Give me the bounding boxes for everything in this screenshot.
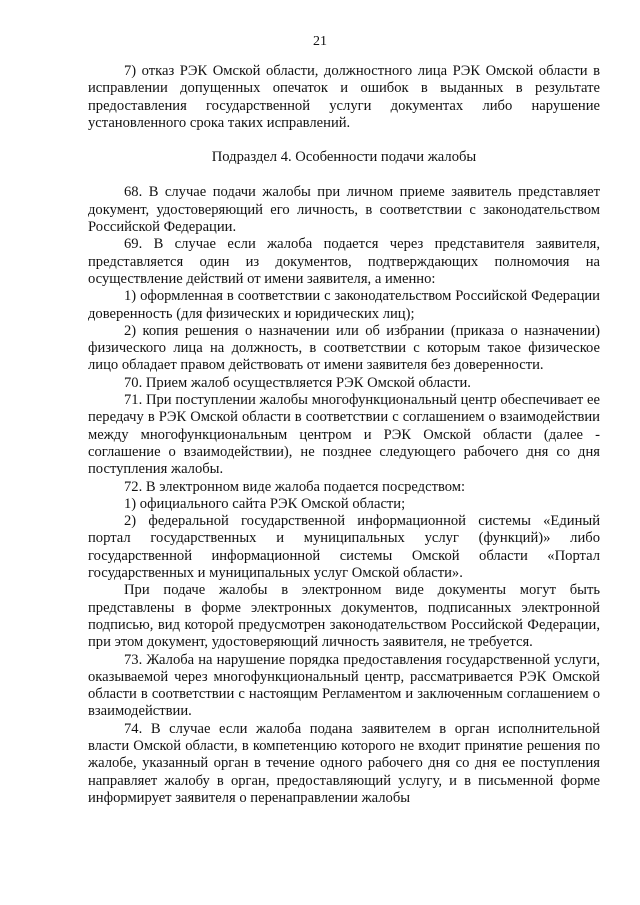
paragraph-74: 74. В случае если жалоба подана заявителем в орган исполнительной власти Омской области, в компетенцию которого не входит принятие решения по жалобе, указанный орган в течение одного рабочего дня со дня ее поступления направляет жалобу в орган, предоставляющий услугу, и в письменной форме информирует заявителя о перенаправлении жалобы <box>88 720 600 806</box>
paragraph-72: 72. В электронном виде жалоба подается посредством: <box>124 478 466 495</box>
paragraph-71: 71. При поступлении жалобы многофункциональный центр обеспечивает ее передачу в РЭК Омской области в соответствии с соглашением о взаимодействии между многофункциональным центром и РЭК Омской области (далее - соглашение о взаимодействии), не позднее следующего рабочего дня со дня поступления жалобы. <box>88 392 600 478</box>
paragraph-70: 70. Прием жалоб осуществляется РЭК Омской области. <box>124 374 471 391</box>
document-body <box>88 63 600 807</box>
paragraph-73: 73. Жалоба на нарушение порядка предоставления государственной услуги, оказываемой через многофункциональный центр, рассматривается РЭК Омской области в соответствии с настоящим Регламентом и заключенным соглашением о взаимодействии. <box>88 651 600 720</box>
paragraph-72-item-2: 2) федеральной государственной информационной системы «Единый портал государственных и муниципальных услуг (функций)» либо государственной информационной системы Омской области «Портал государственных и муниципальных услуг Омской области». <box>88 513 600 582</box>
paragraph-69-item-1: 1) оформленная в соответствии с законодательством Российской Федерации доверенность (для физических и юридических лиц); <box>88 288 600 322</box>
paragraph-72-item-1: 1) официального сайта РЭК Омской области; <box>124 495 406 512</box>
paragraph-68: 68. В случае подачи жалобы при личном приеме заявитель представляет документ, удостоверяющий его личность, в соответствии с законодательством Российской Федерации. <box>88 184 600 236</box>
subsection-title: Подраздел 4. Особенности подачи жалобы <box>211 149 477 166</box>
paragraph-69: 69. В случае если жалоба подается через представителя заявителя, представляется один из документов, подтверждающих полномочия на осуществление действий от имени заявителя, а именно: <box>88 236 600 287</box>
page-number: 21 <box>313 34 327 49</box>
paragraph-item-7: 7) отказ РЭК Омской области, должностного лица РЭК Омской области в исправлении допущенных опечаток и ошибок в выданных в результате предоставления государственной услуги документах либо нарушение установленного срока таких исправлений. <box>88 63 600 131</box>
paragraph-69-item-2: 2) копия решения о назначении или об избрании (приказа о назначении) физического лица на должность, в соответствии с которым такое физическое лицо обладает правом действовать от имени заявителя без доверенности. <box>88 322 600 374</box>
paragraph-electronic-documents: При подаче жалобы в электронном виде документы могут быть представлены в форме электронных документов, подписанных электронной подписью, вид которой предусмотрен законодательством Российской Федерации, при этом документ, удостоверяющий личность заявителя, не требуется. <box>88 582 600 651</box>
